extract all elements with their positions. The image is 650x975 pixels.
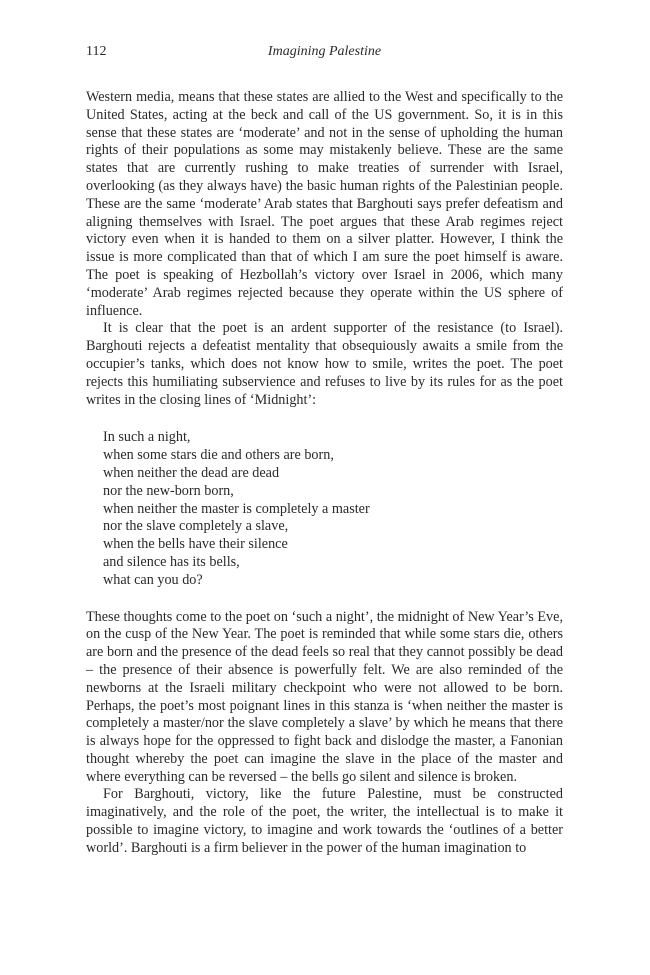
poem-line: nor the new-born born, <box>103 482 234 499</box>
paragraph: Western media, means that these states are allied to the West and specifically to the United States, acting at the beck and call of the US government. So, it is in this sense that these states are ‘moderate’ and not in the sense of upholding the human rights of their populations as some may mistakenly believe. These are the same states that are currently rushing to make treaties of surrender with Israel, overlooking (as they always have) the basic human rights of the Palestinian people. These are the same ‘moderate’ Arab states that Barghouti says prefer defeatism and aligning themselves with Israel. The poet argues that these Arab regimes reject victory even when it is handed to them on a silver platter. However, I think the issue is more complicated than that of which I am sure the poet himself is aware. The poet is speaking of Hezbollah’s victory over Israel in 2006, which many ‘moderate’ Arab regimes rejected because they operate within the US sphere of influence. <box>86 89 563 319</box>
poem-line: In such a night, <box>103 429 191 446</box>
poem-line: and silence has its bells, <box>103 553 240 570</box>
poem-line: when neither the dead are dead <box>103 464 280 481</box>
page-number: 112 <box>86 44 107 59</box>
poem-line: what can you do? <box>103 571 203 588</box>
poem-line: when some stars die and others are born, <box>103 447 334 464</box>
page-header <box>86 44 563 64</box>
paragraph: For Barghouti, victory, like the future Palestine, must be constructed imaginatively, and the role of the poet, the writer, the intellectual is to make it possible to imagine victory, to imagine and work towards the ‘outlines of a better world’. Barghouti is a firm believer in the power of the human imagination to <box>86 786 563 856</box>
poem-line: when neither the master is completely a master <box>103 500 370 517</box>
paragraph: It is clear that the poet is an ardent supporter of the resistance (to Israel). Barghouti rejects a defeatist mentality that obsequiously awaits a smile from the occupier’s tanks, which does not know how to smile, writes the poet. The poet rejects this humiliating subservience and refuses to live by its rules for as the poet writes in the closing lines of ‘Midnight’: <box>86 320 563 408</box>
poem-line: when the bells have their silence <box>103 536 288 553</box>
running-title: Imagining Palestine <box>267 44 382 59</box>
poem-line: nor the slave completely a slave, <box>103 518 289 535</box>
page-body <box>86 89 563 858</box>
poem-excerpt <box>103 429 563 589</box>
paragraph: These thoughts come to the poet on ‘such a night’, the midnight of New Year’s Eve, on the cusp of the New Year. The poet is reminded that while some stars die, others are born and the presence of the dead feels so real that they cannot possibly be dead – the presence of their absence is powerfully felt. We are also reminded of the newborns at the Israeli military checkpoint who were not allowed to be born. Perhaps, the poet’s most poignant lines in this stanza is ‘when neither the master is completely a master/nor the slave completely a slave’ by which he means that there is always hope for the oppressed to fight back and dislodge the master, a Fanonian thought whereby the poet can imagine the slave in the place of the master and where everything can be reversed – the bells go silent and silence is broken. <box>86 608 563 785</box>
